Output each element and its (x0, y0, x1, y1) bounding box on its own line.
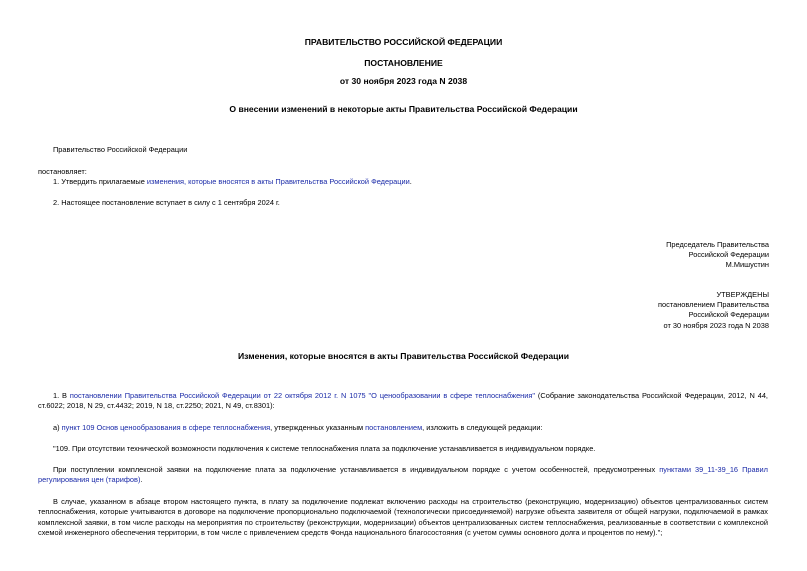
item-1 (53, 177, 412, 187)
government-heading: ПРАВИТЕЛЬСТВО РОССИЙСКОЙ ФЕДЕРАЦИИ (304, 37, 503, 47)
item-2: 2. Настоящее постановление вступает в силу с 1 сентября 2024 г. (53, 198, 280, 207)
approved-date: от 30 ноября 2023 года N 2038 (663, 321, 769, 330)
preamble-subject: Правительство Российской Федерации (53, 145, 188, 154)
complex-suffix: . (140, 475, 143, 485)
signature-organization: Российской Федерации (688, 250, 769, 259)
complex-application-paragraph (38, 465, 768, 486)
change-a-suffix: , изложить в следующей редакции: (422, 423, 543, 432)
changes-link[interactable]: изменения, которые вносятся в акты Правительства Российской Федерации (146, 177, 410, 186)
item-1-suffix: . (409, 177, 412, 186)
points-39-link[interactable]: пунктами 39_11-39_16 (659, 465, 739, 474)
decree-link[interactable]: постановлением (365, 423, 423, 432)
quote-109-paragraph: "109. При отсутствии технической возможности подключения к системе теплоснабжения плата за подключение устанавливается в индивидуальном порядке. (53, 444, 596, 453)
change-1-paragraph (38, 391, 768, 412)
document-type: ПОСТАНОВЛЕНИЕ (364, 58, 443, 68)
document-title: О внесении изменений в некоторые акты Правительства Российской Федерации (229, 104, 578, 114)
approved-organization: Российской Федерации (688, 310, 769, 319)
point-109-link[interactable]: пункт 109 Основ ценообразования в сфере теплоснабжения (61, 423, 271, 432)
approved-heading: УТВЕРЖДЕНЫ (716, 290, 769, 299)
document-date-number: от 30 ноября 2023 года N 2038 (339, 76, 468, 86)
change-1-suffix: (Собрание законодательства Российской Федерации, 2012, N 44, ст.6022; 2018, N 29, ст.4432; 2019, N 18, ст.2250; 2021, N 49, ст.8301): (38, 391, 768, 411)
change-a-paragraph (38, 423, 768, 433)
signature-position: Председатель Правительства (666, 240, 769, 249)
approved-by: постановлением Правительства (658, 300, 769, 309)
preamble-decides: постановляет: (38, 167, 87, 176)
change-a-mid: , утвержденных указанным (270, 423, 366, 432)
change-a-prefix: а) (53, 423, 62, 432)
item-1-prefix: 1. Утвердить прилагаемые (53, 177, 147, 186)
tariff-rules-link[interactable]: Правил регулирования цен (тарифов) (38, 465, 768, 485)
changes-title: Изменения, которые вносятся в акты Правительства Российской Федерации (237, 351, 569, 361)
decree-1075-link[interactable]: постановлении Правительства Российской Федерации от 22 октября 2012 г. N 1075 "О ценообразовании в сфере теплоснабжения" (69, 391, 536, 400)
change-1-prefix: 1. В (53, 391, 70, 400)
case-paragraph: В случае, указанном в абзаце втором настоящего пункта, в плату за подключение подлежат включению расходы на строительство (реконструкцию, модернизацию) объектов централизованных систем теплоснабжения, которые учитываются в договоре на подключение пропорционально подключаемой (технологически присоединяемой) нагрузке объекта заявителя от общей нагрузки, подключаемой в рамках комплексной заявки, в том числе расходы на мероприятия по строительству (реконструкции, модернизации) объектов централизованных систем теплоснабжения, реализованные в соответствии с комплексной схемой инженерного обеспечения территории, в том числе с привлечением средств Фонда национального благосостояния (с учетом суммы основного долга и процентов по нему)."; (38, 497, 768, 538)
signature-name: М.Мишустин (725, 260, 769, 269)
complex-prefix: При поступлении комплексной заявки на подключение плата за подключение устанавливается в индивидуальном порядке с учетом особенностей, предусмотренных (53, 465, 660, 474)
